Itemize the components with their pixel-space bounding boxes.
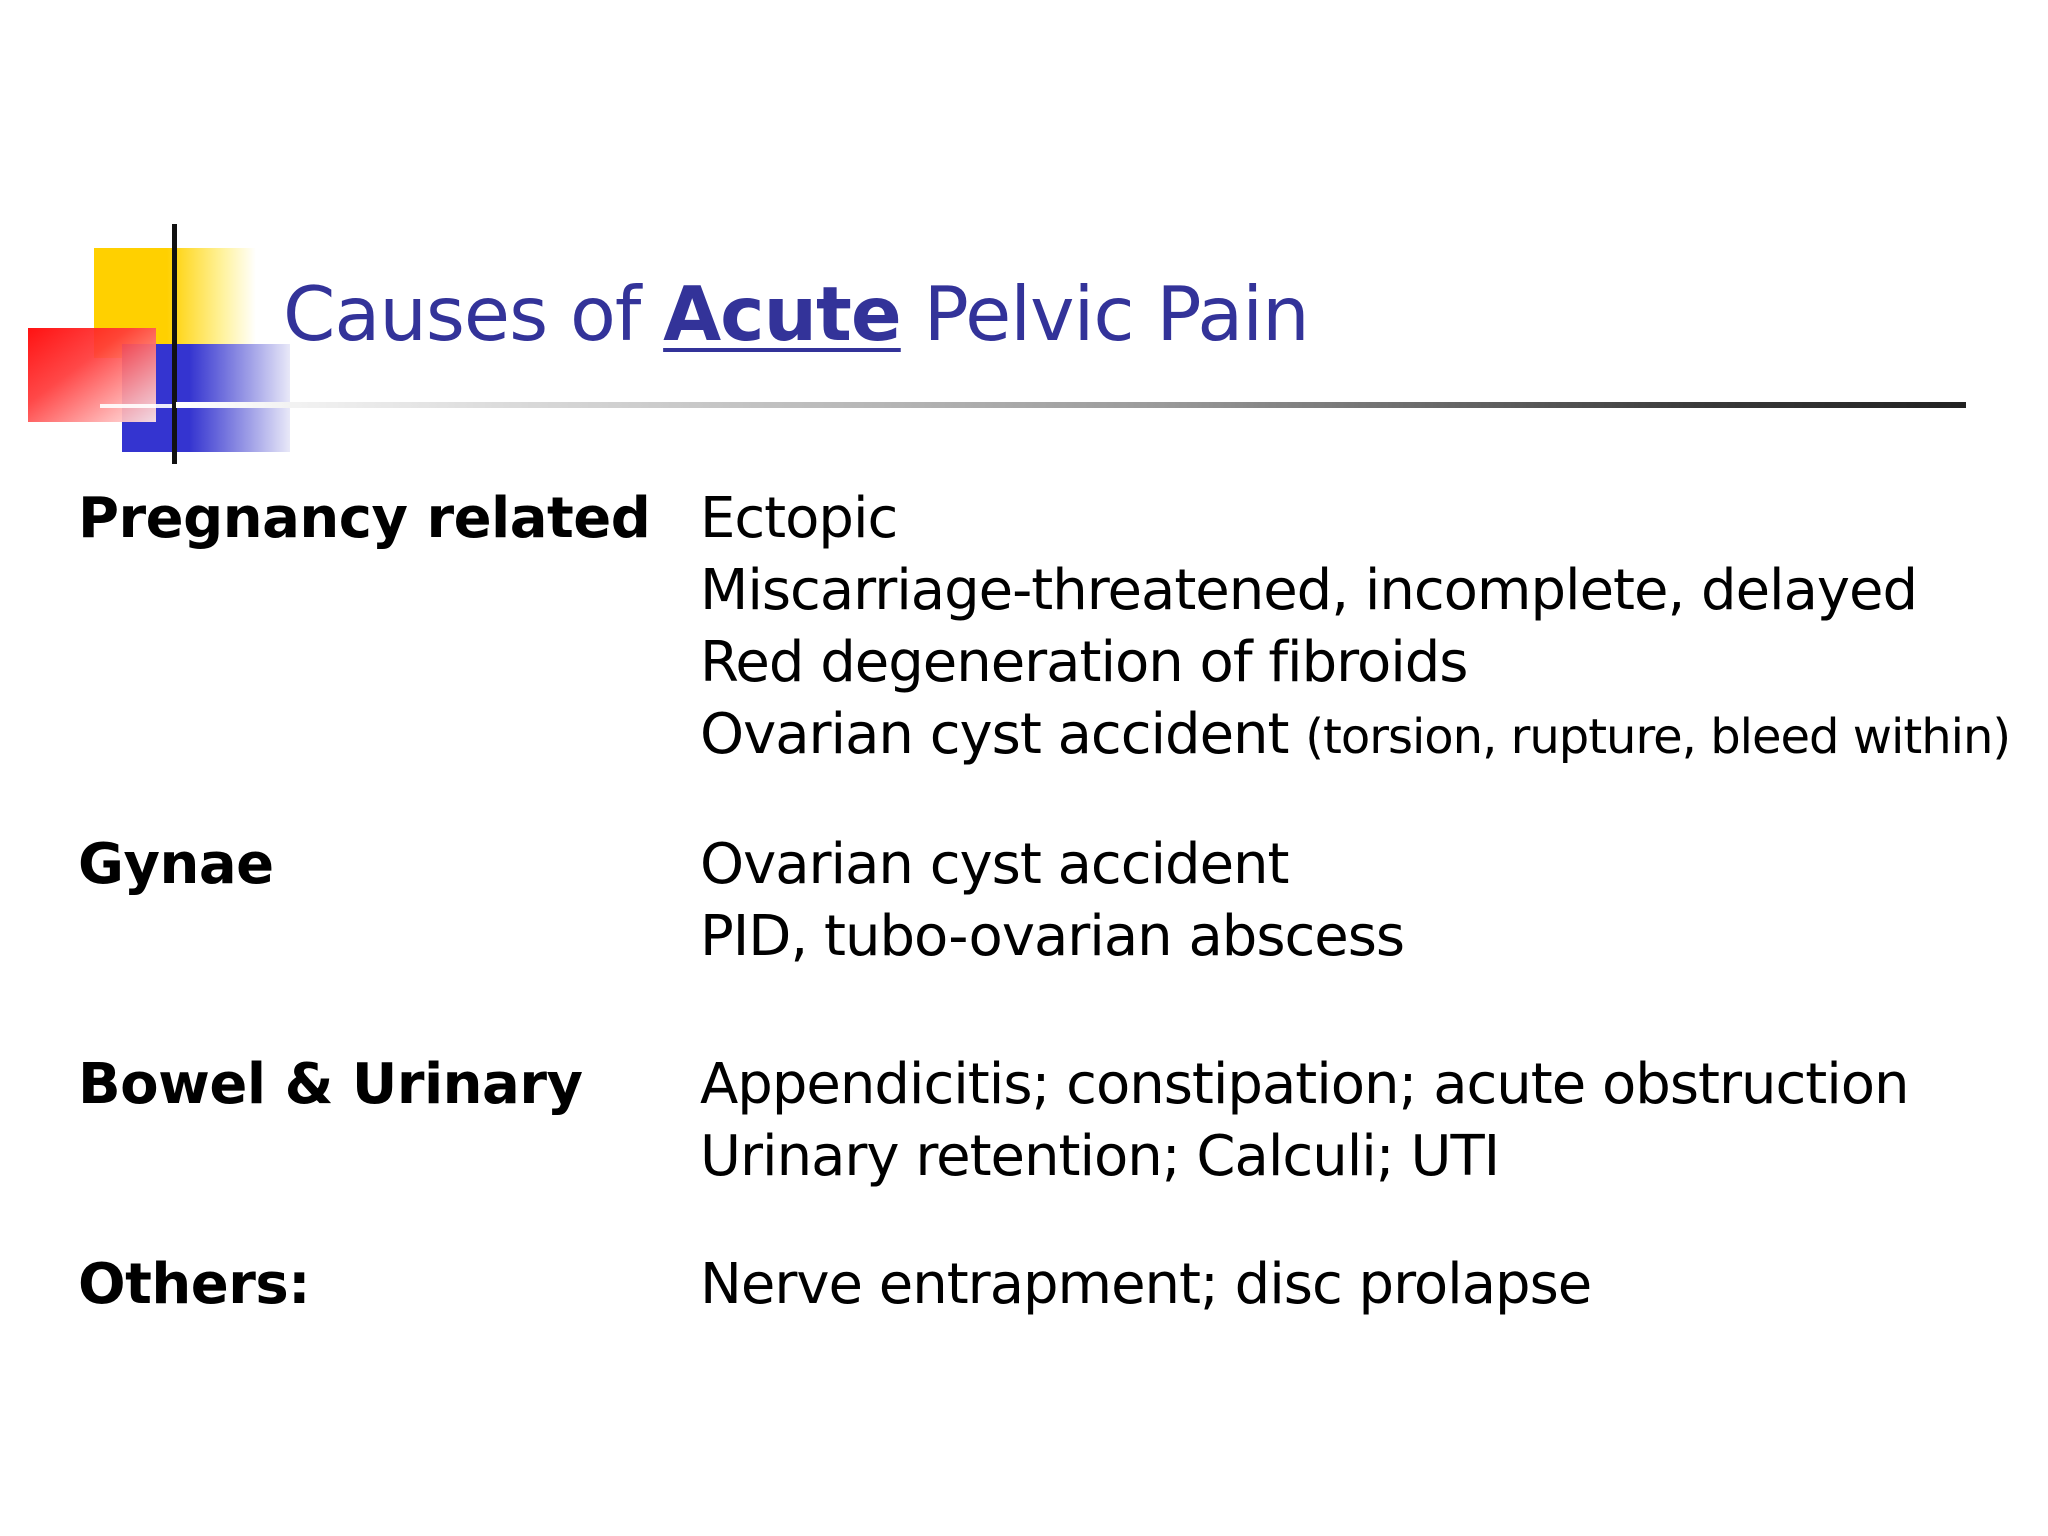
list-item: Nerve entrapment; disc prolapse xyxy=(700,1252,1592,1317)
title-rule xyxy=(176,402,1966,408)
slide-title xyxy=(283,270,1309,358)
list-item: Ovarian cyst accident xyxy=(700,832,1289,897)
list-item: Ovarian cyst accident (torsion, rupture, bleed within) xyxy=(700,702,2011,767)
list-item: Miscarriage-threatened, incomplete, delayed xyxy=(700,558,1918,623)
category-items xyxy=(700,1050,1909,1194)
list-item: PID, tubo-ovarian abscess xyxy=(700,904,1405,969)
category-items xyxy=(700,1250,1591,1322)
decorative-vertical-line xyxy=(172,224,177,464)
list-item: Ectopic xyxy=(700,486,898,551)
category-label: Bowel & Urinary xyxy=(78,1052,583,1117)
category-items xyxy=(700,830,1404,974)
title-suffix: Pelvic Pain xyxy=(900,270,1309,358)
category-label: Pregnancy related xyxy=(78,486,651,551)
title-emphasis: Acute xyxy=(663,270,901,358)
list-item: Red degeneration of fibroids xyxy=(700,630,1468,695)
category-label: Gynae xyxy=(78,832,274,897)
title-prefix: Causes of xyxy=(283,270,664,358)
list-item: Appendicitis; constipation; acute obstruction xyxy=(700,1052,1909,1117)
list-item: Urinary retention; Calculi; UTI xyxy=(700,1124,1500,1189)
category-label: Others: xyxy=(78,1252,311,1317)
category-items xyxy=(700,484,2010,772)
